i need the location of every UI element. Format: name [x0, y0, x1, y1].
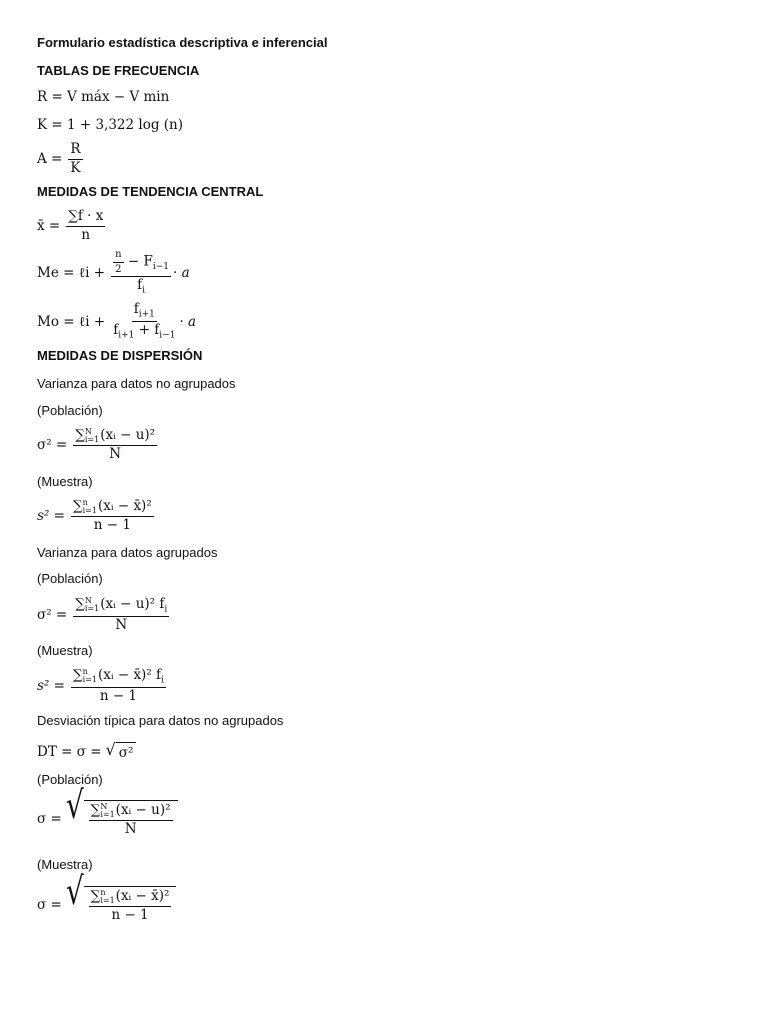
- sum-limits: [100, 889, 114, 903]
- formula-desviacion-tipica: [37, 742, 136, 761]
- fraction-numerator: [132, 302, 157, 322]
- sum-limits: [85, 597, 99, 611]
- formula-lhs: s² =: [37, 508, 65, 525]
- fraction-denominator: N: [115, 617, 128, 634]
- fraction: [89, 803, 173, 837]
- sum-term: (xᵢ − u)²: [100, 427, 156, 443]
- fraction: [111, 302, 177, 341]
- numerator-symbol: f: [133, 301, 139, 317]
- fraction-denominator: n − 1: [93, 516, 131, 533]
- radical-sign: √: [65, 868, 84, 914]
- section-heading-tendencia: MEDIDAS DE TENDENCIA CENTRAL: [37, 184, 264, 199]
- formula-lhs: σ² =: [37, 607, 68, 624]
- inner-numerator: n: [113, 249, 123, 263]
- sum-upper: n: [100, 888, 106, 898]
- label-desviacion-tipica: Desviación típica para datos no agrupados: [37, 713, 284, 728]
- fraction-numerator: [89, 803, 173, 821]
- formula-varianza-agrupados-muestra: [37, 668, 168, 705]
- sum-term: (xᵢ − x̄)²: [97, 498, 152, 514]
- label-poblacion: (Población): [37, 772, 103, 787]
- sum-term: (xᵢ − x̄)²: [97, 667, 152, 683]
- fraction-numerator: R: [68, 142, 82, 160]
- label-varianza-no-agrupados: Varianza para datos no agrupados: [37, 376, 236, 391]
- fraction-denominator: n: [81, 226, 91, 243]
- formula-varianza-poblacion: [37, 428, 159, 462]
- label-poblacion: (Población): [37, 403, 103, 418]
- sum-lower: i=1: [100, 895, 115, 905]
- fraction: [73, 428, 157, 462]
- sum-symbol: ∑: [90, 802, 101, 818]
- sum-upper: n: [82, 498, 88, 508]
- sum-lower: i=1: [84, 434, 100, 444]
- subscript: i+1: [138, 309, 155, 320]
- formula-lhs: s² =: [37, 678, 65, 695]
- radical-sign: √: [65, 782, 84, 828]
- formula-lhs: DT = σ =: [37, 743, 102, 760]
- fraction-numerator: [71, 668, 166, 688]
- square-root: [106, 742, 137, 761]
- sum-symbol: ∑: [75, 427, 85, 443]
- square-root: [65, 868, 177, 923]
- fraction-numerator: [89, 889, 172, 907]
- fraction-numerator: [73, 428, 157, 446]
- inner-fraction: [113, 249, 123, 275]
- fraction-denominator: n − 1: [111, 906, 149, 923]
- document-title: Formulario estadística descriptiva e inferencial: [37, 35, 328, 50]
- frequency-symbol: f: [155, 596, 165, 612]
- sum-lower: i=1: [82, 674, 97, 684]
- denominator-symbol: f: [113, 322, 119, 339]
- formula-media: [37, 209, 107, 243]
- sum-term: (xᵢ − u)²: [115, 802, 171, 818]
- subscript: i−1: [152, 262, 169, 273]
- sum-lower: i=1: [100, 809, 115, 819]
- sum-upper: N: [84, 427, 92, 437]
- fraction-numerator: ∑f · x: [66, 209, 105, 227]
- sum-term: (xᵢ − x̄)²: [115, 888, 170, 904]
- radicand: [84, 800, 178, 837]
- sum-term: (xᵢ − u)²: [100, 596, 156, 612]
- fraction: [71, 499, 154, 533]
- formula-lhs: A =: [37, 151, 63, 168]
- subscript: i: [142, 285, 145, 296]
- label-muestra: (Muestra): [37, 643, 93, 658]
- formula-mediana: [37, 249, 190, 296]
- formula-tail: · a: [172, 264, 190, 281]
- sum-symbol: ∑: [72, 498, 83, 514]
- subscript: i: [161, 675, 164, 686]
- sum-lower: i=1: [82, 505, 97, 515]
- radicand: [84, 886, 177, 923]
- formula-lhs: Me = ℓi +: [37, 264, 106, 281]
- fraction-denominator: [135, 277, 147, 296]
- numerator-rest: − F: [127, 253, 153, 270]
- fraction: [66, 209, 105, 243]
- fraction-denominator: N: [109, 445, 122, 462]
- denominator-symbol: f: [137, 277, 143, 293]
- sum-limits: [85, 428, 99, 442]
- denominator-plus: + f: [138, 322, 160, 339]
- sum-symbol: ∑: [75, 596, 85, 612]
- sum-limits: [83, 499, 97, 513]
- fraction-numerator: [73, 597, 169, 617]
- fraction: [71, 668, 166, 705]
- fraction-denominator: [111, 322, 177, 341]
- sum-limits: [100, 803, 114, 817]
- subscript: i−1: [159, 330, 176, 341]
- subscript: i+1: [118, 330, 135, 341]
- formula-k: K = 1 + 3,322 log (n): [37, 117, 184, 133]
- label-varianza-agrupados: Varianza para datos agrupados: [37, 545, 218, 560]
- fraction-numerator: [71, 499, 154, 517]
- formula-varianza-muestra: [37, 499, 156, 533]
- radical-sign: √: [105, 740, 116, 759]
- label-muestra: (Muestra): [37, 474, 93, 489]
- formula-desviacion-muestra: [37, 868, 176, 923]
- fraction-denominator: K: [70, 159, 81, 176]
- inner-denominator: 2: [115, 263, 122, 275]
- square-root: [65, 782, 178, 837]
- formula-amplitud: [37, 142, 85, 176]
- formula-varianza-agrupados-poblacion: [37, 597, 171, 634]
- subscript: i: [164, 604, 168, 615]
- section-heading-dispersion: MEDIDAS DE DISPERSIÓN: [37, 348, 203, 363]
- sum-upper: N: [84, 596, 92, 606]
- sum-upper: n: [82, 667, 88, 677]
- section-heading-frecuencia: TABLAS DE FRECUENCIA: [37, 63, 200, 78]
- sum-symbol: ∑: [72, 667, 83, 683]
- radicand: σ²: [116, 742, 137, 761]
- formula-moda: [37, 302, 196, 341]
- formula-lhs: x̄ =: [37, 218, 61, 235]
- fraction-denominator: n − 1: [99, 688, 138, 705]
- formula-lhs: σ² =: [37, 437, 68, 454]
- frequency-symbol: f: [151, 667, 162, 683]
- fraction: [89, 889, 172, 923]
- sum-symbol: ∑: [90, 888, 101, 904]
- fraction: [111, 249, 171, 296]
- formula-tail: · a: [179, 313, 197, 330]
- fraction-denominator: N: [124, 820, 137, 837]
- fraction-numerator: [111, 249, 171, 277]
- formula-lhs: σ =: [37, 810, 62, 827]
- sum-lower: i=1: [84, 603, 100, 613]
- formula-desviacion-poblacion: [37, 782, 178, 837]
- fraction: [73, 597, 169, 634]
- formula-lhs: Mo = ℓi +: [37, 313, 106, 330]
- fraction: [68, 142, 82, 176]
- label-poblacion: (Población): [37, 571, 103, 586]
- label-muestra: (Muestra): [37, 857, 93, 872]
- sum-upper: N: [100, 802, 108, 812]
- formula-rango: R = V máx − V min: [37, 89, 170, 105]
- formula-lhs: σ =: [37, 896, 62, 913]
- sum-limits: [83, 668, 97, 682]
